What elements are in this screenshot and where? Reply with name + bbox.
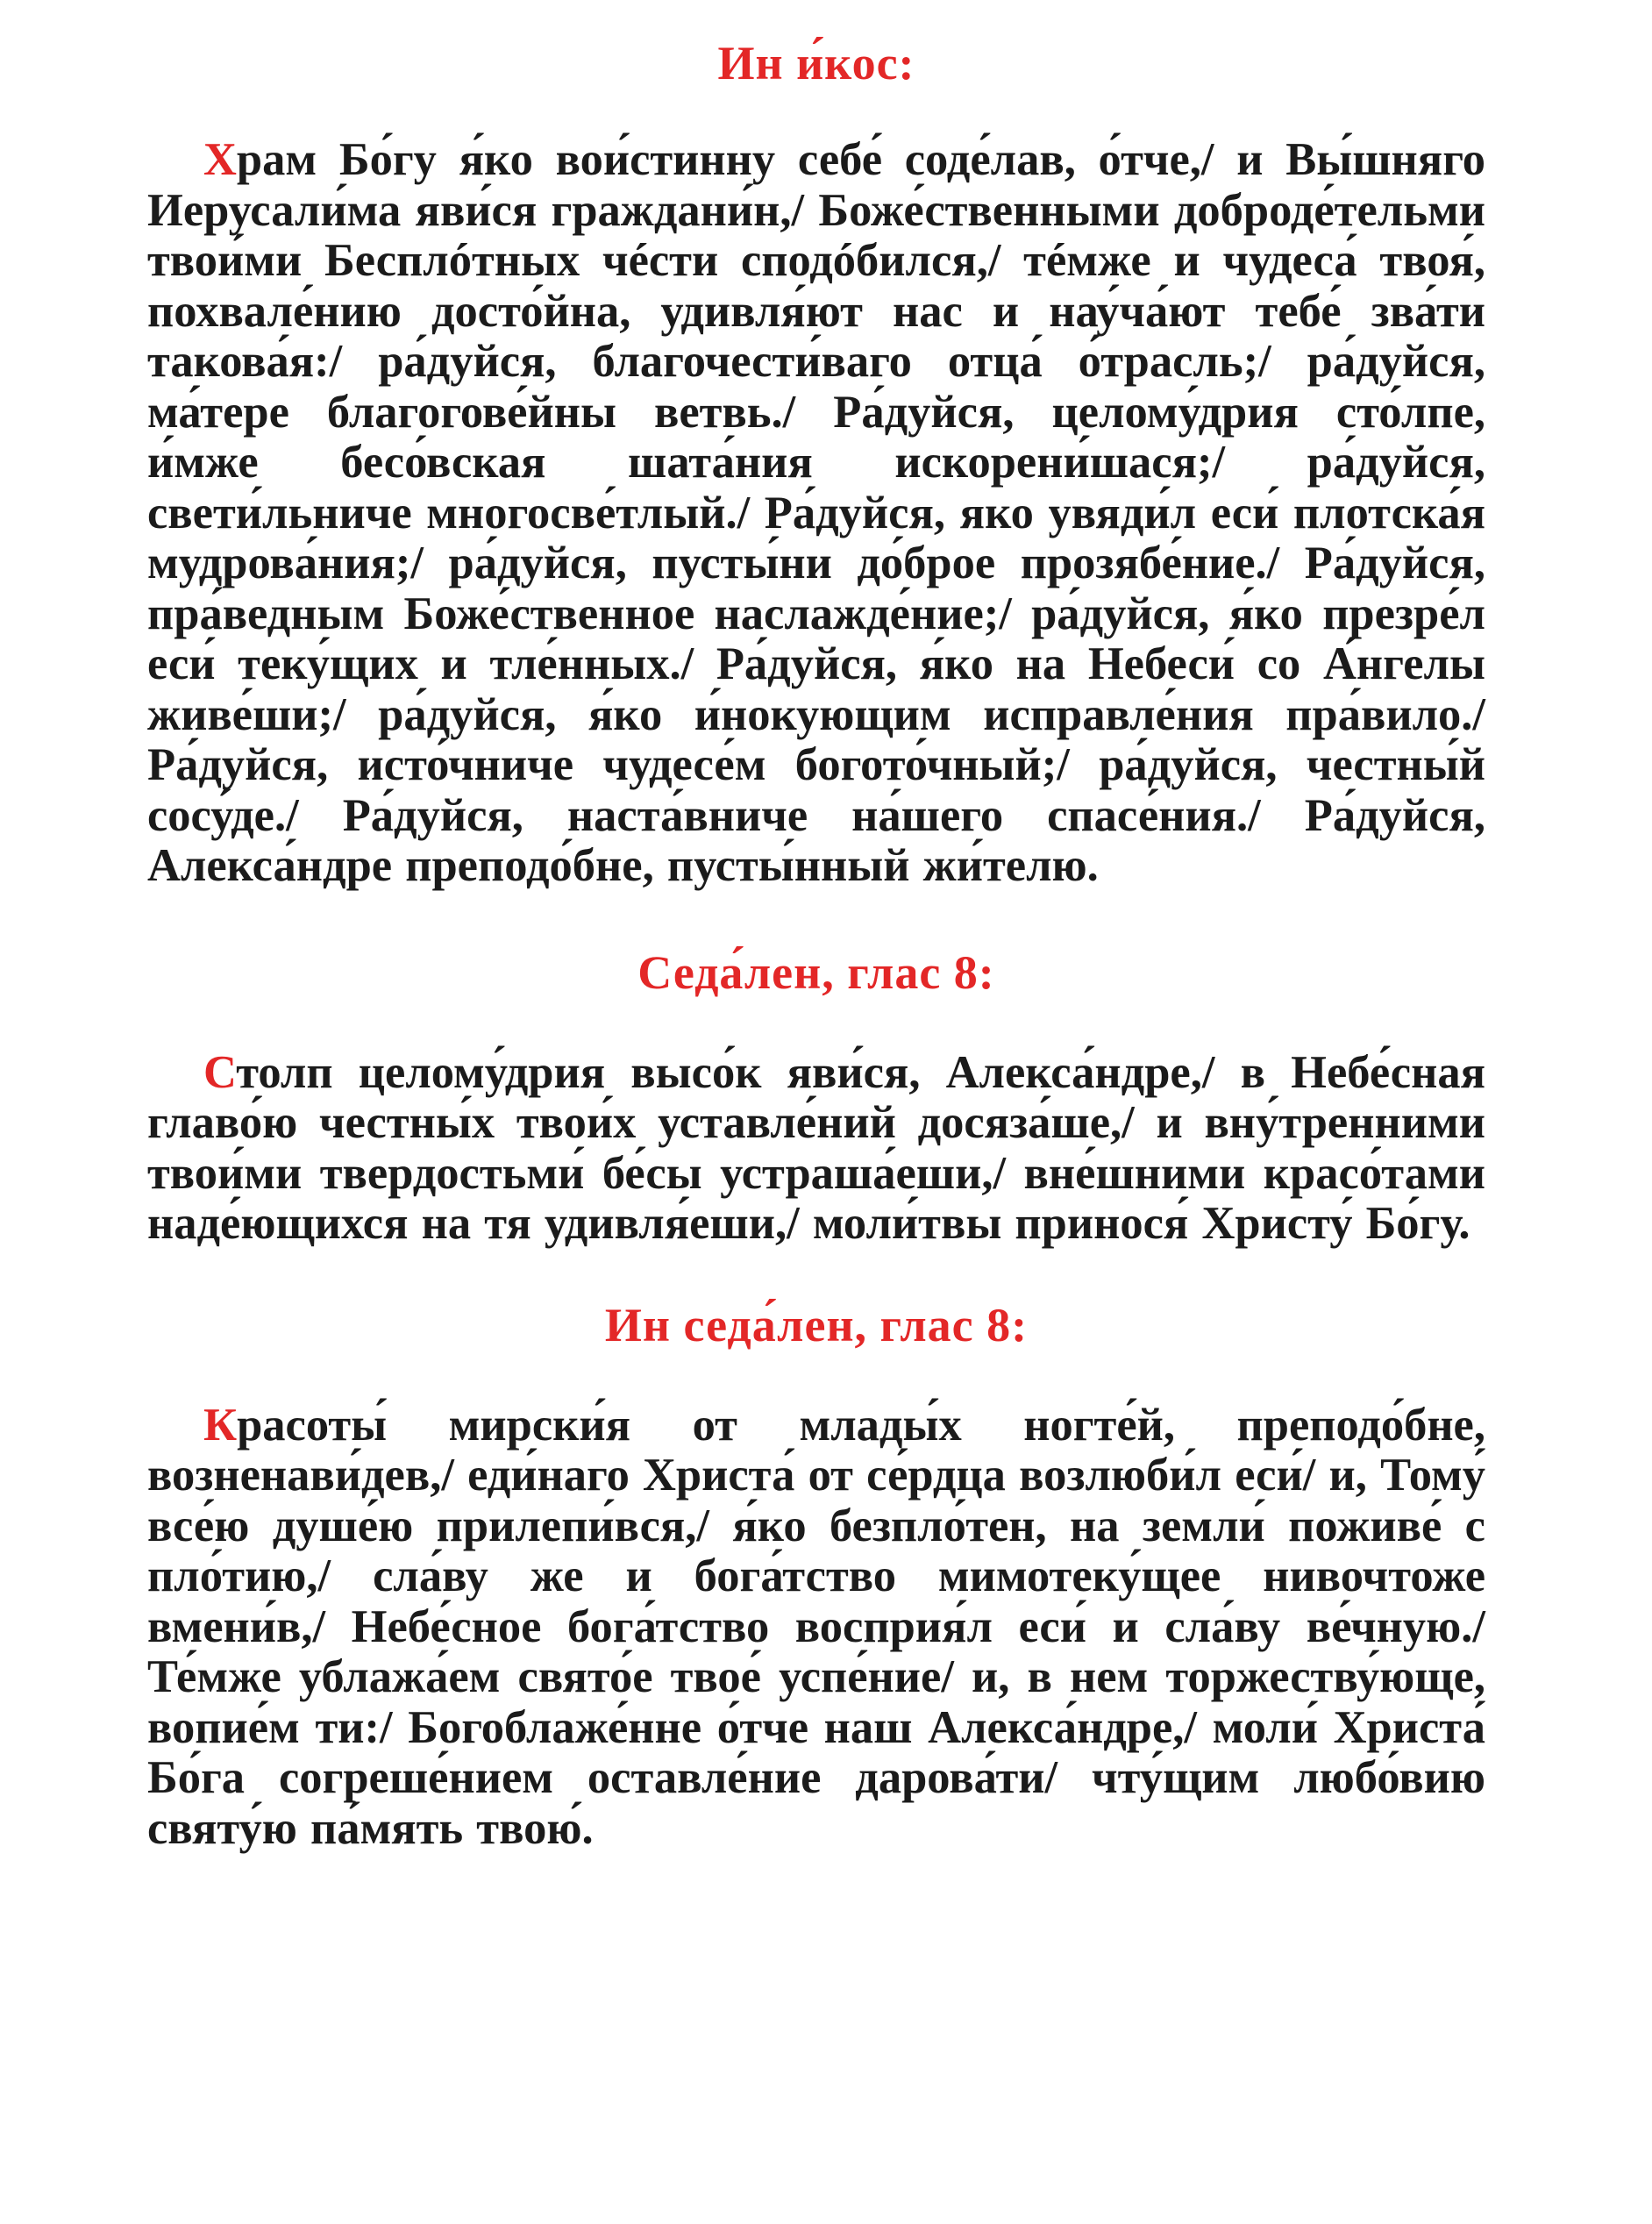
section-heading: Седа́лен, глас 8:	[637, 945, 995, 999]
section-sedalen	[147, 946, 1485, 1250]
section-body	[147, 135, 1485, 892]
section-heading: Ин и́кос:	[717, 37, 915, 89]
section-text: расоты́ мирски́я от млады́х ногте́й, преподо́бне, возненави́дев,/ еди́наго Христа́ от се́рдца возлюби́л еси́/ и, Тому́ все́ю душе́ю прилепи́вся,/ я́ко безпло́тен, на земли́ поживе́ с пло́тию,/ сла́ву же и бога́тство мимотеку́щее нивочтоже вмени́в,/ Небе́сное бога́тство восприя́л еси́ и сла́ву ве́чную./ Те́мже ублажа́ем свято́е твое́ успе́ние/ и, в нем торжеству́юще, вопие́м ти:/ Богоблаже́нне о́тче наш Алекса́ндре,/ моли́ Христа́ Бо́га согреше́нием оставле́ние дарова́ти/ чту́щим любо́вию святу́ю па́мять твою́.	[147, 1399, 1485, 1854]
section-text: рам Бо́гу я́ко вои́стинну себе́ соде́лав, о́тче,/ и Вы́шняго Иерусали́ма яви́ся граждани́н,/ Боже́ственными доброде́тельми твои́ми Бесплóтных чéсти сподóбился,/ тéмже и чудеса́ твоя́, похвале́нию досто́йна, удивля́ют нас и нау́ча́ют тебе́ зва́ти такова́я:/ ра́дуйся, благочести́ваго отца́ о́трасль;/ ра́дуйся, ма́тере благогове́йны ветвь./ Ра́дуйся, целому́дрия сто́лпе, и́мже бесо́вская шата́ния искорени́шася;/ ра́дуйся, свети́льниче многосве́тлый./ Ра́дуйся, яко увяди́л еси́ плотска́я мудрова́ния;/ ра́дуйся, пусты́ни до́брое прозябе́ние./ Ра́дуйся, пра́ведным Боже́ственное наслажде́ние;/ ра́дуйся, я́ко презре́л еси́ теку́щих и тле́нных./ Ра́дуйся, я́ко на Небеси́ со А́нгелы живе́ши;/ ра́дуйся, я́ко и́нокующим исправле́ния пра́вило./ Ра́дуйся, исто́чниче чудесе́м богото́чный;/ ра́дуйся, честны́й сосу́де./ Ра́дуйся, наста́вниче на́шего спасе́ния./ Ра́дуйся, Алекса́ндре преподо́бне, пусты́нный жи́телю.	[147, 134, 1485, 891]
red-initial: К	[203, 1399, 238, 1451]
section-body	[147, 1401, 1485, 1855]
section-in-sedalen	[147, 1299, 1485, 1855]
red-initial: Х	[203, 134, 237, 185]
red-initial: С	[203, 1046, 237, 1098]
section-ikos	[147, 37, 1485, 892]
section-heading: Ин седа́лен, глас 8:	[604, 1298, 1029, 1351]
section-body	[147, 1048, 1485, 1250]
section-text: толп целому́дрия высо́к яви́ся, Алекса́ндре,/ в Небе́сная главо́ю честны́х твои́х уставле́ний досяза́ше,/ и вну́тренними твои́ми твердостьми́ бе́сы устраша́еши,/ вне́шними красо́тами наде́ющихся на тя удивля́еши,/ моли́твы принося́ Христу́ Бо́гу.	[147, 1046, 1485, 1249]
